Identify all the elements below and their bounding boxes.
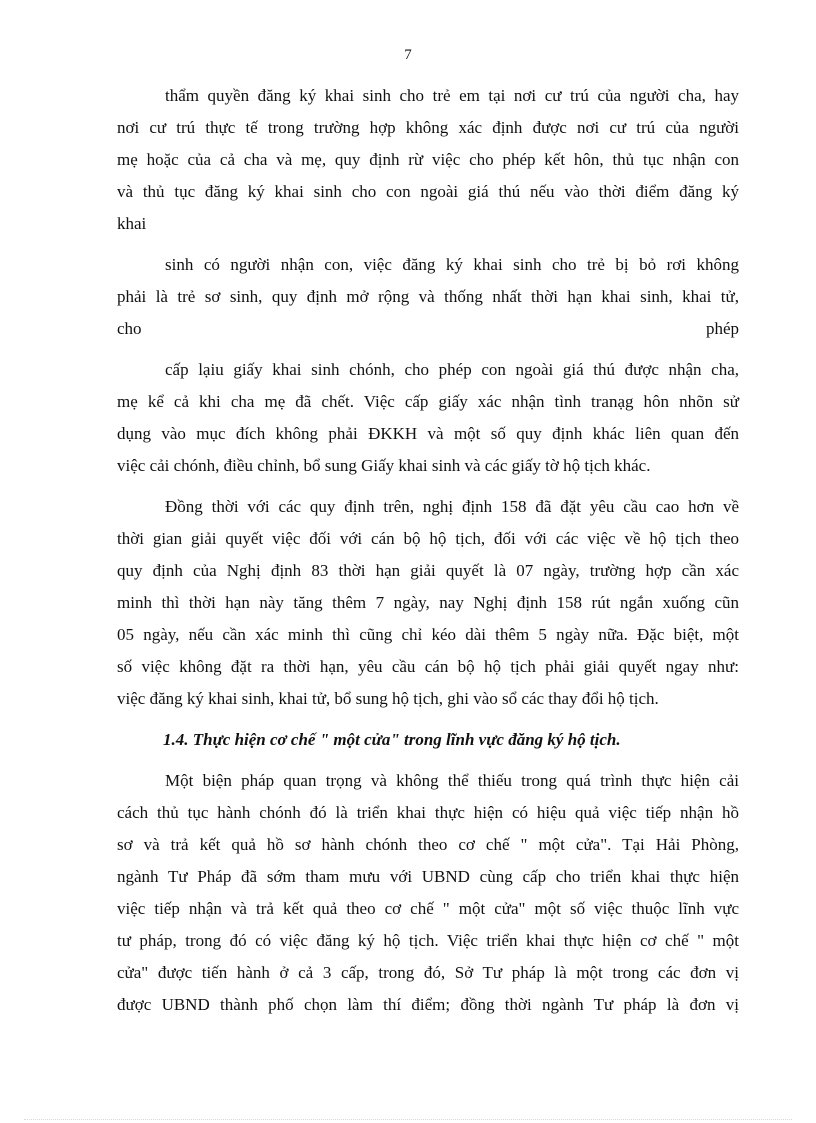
page-number: 7 [404, 47, 412, 63]
text-line: thời gian giải quyết việc đối với cán bộ hộ tịch, đối với các việc về hộ tịch theo [117, 529, 739, 548]
text-line: cách thủ tục hành chónh đó là triển khai thực hiện có hiệu quả việc tiếp nhận hồ [117, 803, 739, 822]
text-line: việc tiếp nhận và trả kết quả theo cơ chế " một cửa" một số việc thuộc lĩnh vực [117, 899, 739, 918]
text-line: dụng vào mục đích không phải ĐKKH và một số quy định khác liên quan đến [117, 424, 739, 443]
text-line: ngành Tư Pháp đã sớm tham mưu với UBND cùng cấp cho triển khai thực hiện [117, 867, 739, 886]
section-heading: 1.4. Thực hiện cơ chế " một cửa" trong lĩnh vực đăng ký hộ tịch. [163, 730, 621, 749]
text-line: nơi cư trú thực tế trong trường hợp không xác định được nơi cư trú của người [117, 118, 739, 137]
text-line: 05 ngày, nếu cần xác minh thì cũng chỉ kéo dài thêm 5 ngày nữa. Đặc biệt, một [117, 625, 739, 644]
text-line: tư pháp, trong đó có việc đăng ký hộ tịch. Việc triển khai thực hiện cơ chế " một [117, 931, 739, 950]
text-line: việc cải chónh, điều chỉnh, bổ sung Giấy khai sinh và các giấy tờ hộ tịch khác. [117, 456, 651, 475]
page-bottom-border [24, 1119, 792, 1120]
text-line: được UBND thành phố chọn làm thí điểm; đồng thời ngành Tư pháp là đơn vị [117, 995, 739, 1014]
text-line: phải là trẻ sơ sinh, quy định mở rộng và thống nhất thời hạn khai sinh, khai tử, [117, 287, 739, 306]
text-line: mẹ hoặc của cả cha và mẹ, quy định rừ việc cho phép kết hôn, thủ tục nhận con [117, 150, 739, 169]
text-line: minh thì thời hạn này tăng thêm 7 ngày, nay Nghị định 158 rút ngắn xuống cũn [117, 593, 739, 612]
text-line: Đồng thời với các quy định trên, nghị định 158 đã đặt yêu cầu cao hơn về [165, 497, 739, 516]
text-line: thẩm quyền đăng ký khai sinh cho trẻ em tại nơi cư trú của người cha, hay [165, 86, 739, 105]
text-line: sơ và trả kết quả hồ sơ hành chónh theo cơ chế " một cửa". Tại Hải Phòng, [117, 835, 739, 854]
text-line: số việc không đặt ra thời hạn, yêu cầu cán bộ hộ tịch phải giải quyết ngay như: [117, 657, 739, 676]
text-line: cho phép [117, 319, 739, 338]
text-line: mẹ kể cả khi cha mẹ đã chết. Việc cấp giấy xác nhận tình tranạg hôn nhõn sử [117, 392, 739, 411]
text-line: việc đăng ký khai sinh, khai tử, bổ sung hộ tịch, ghi vào sổ các thay đổi hộ tịch. [117, 689, 659, 708]
text-line: Một biện pháp quan trọng và không thể thiếu trong quá trình thực hiện cải [165, 771, 739, 790]
text-line: sinh có người nhận con, việc đăng ký khai sinh cho trẻ bị bỏ rơi không [165, 255, 739, 274]
text-line: quy định của Nghị định 83 thời hạn giải quyết là 07 ngày, trường hợp cần xác [117, 561, 739, 580]
text-line: cửa" được tiến hành ở cả 3 cấp, trong đó, Sở Tư pháp là một trong các đơn vị [117, 963, 739, 982]
text-line: khai [117, 214, 147, 233]
text-line: cấp lạiu giấy khai sinh chónh, cho phép con ngoài giá thú được nhận cha, [165, 360, 739, 379]
text-line: và thủ tục đăng ký khai sinh cho con ngoài giá thú nếu vào thời điểm đăng ký [117, 182, 739, 201]
